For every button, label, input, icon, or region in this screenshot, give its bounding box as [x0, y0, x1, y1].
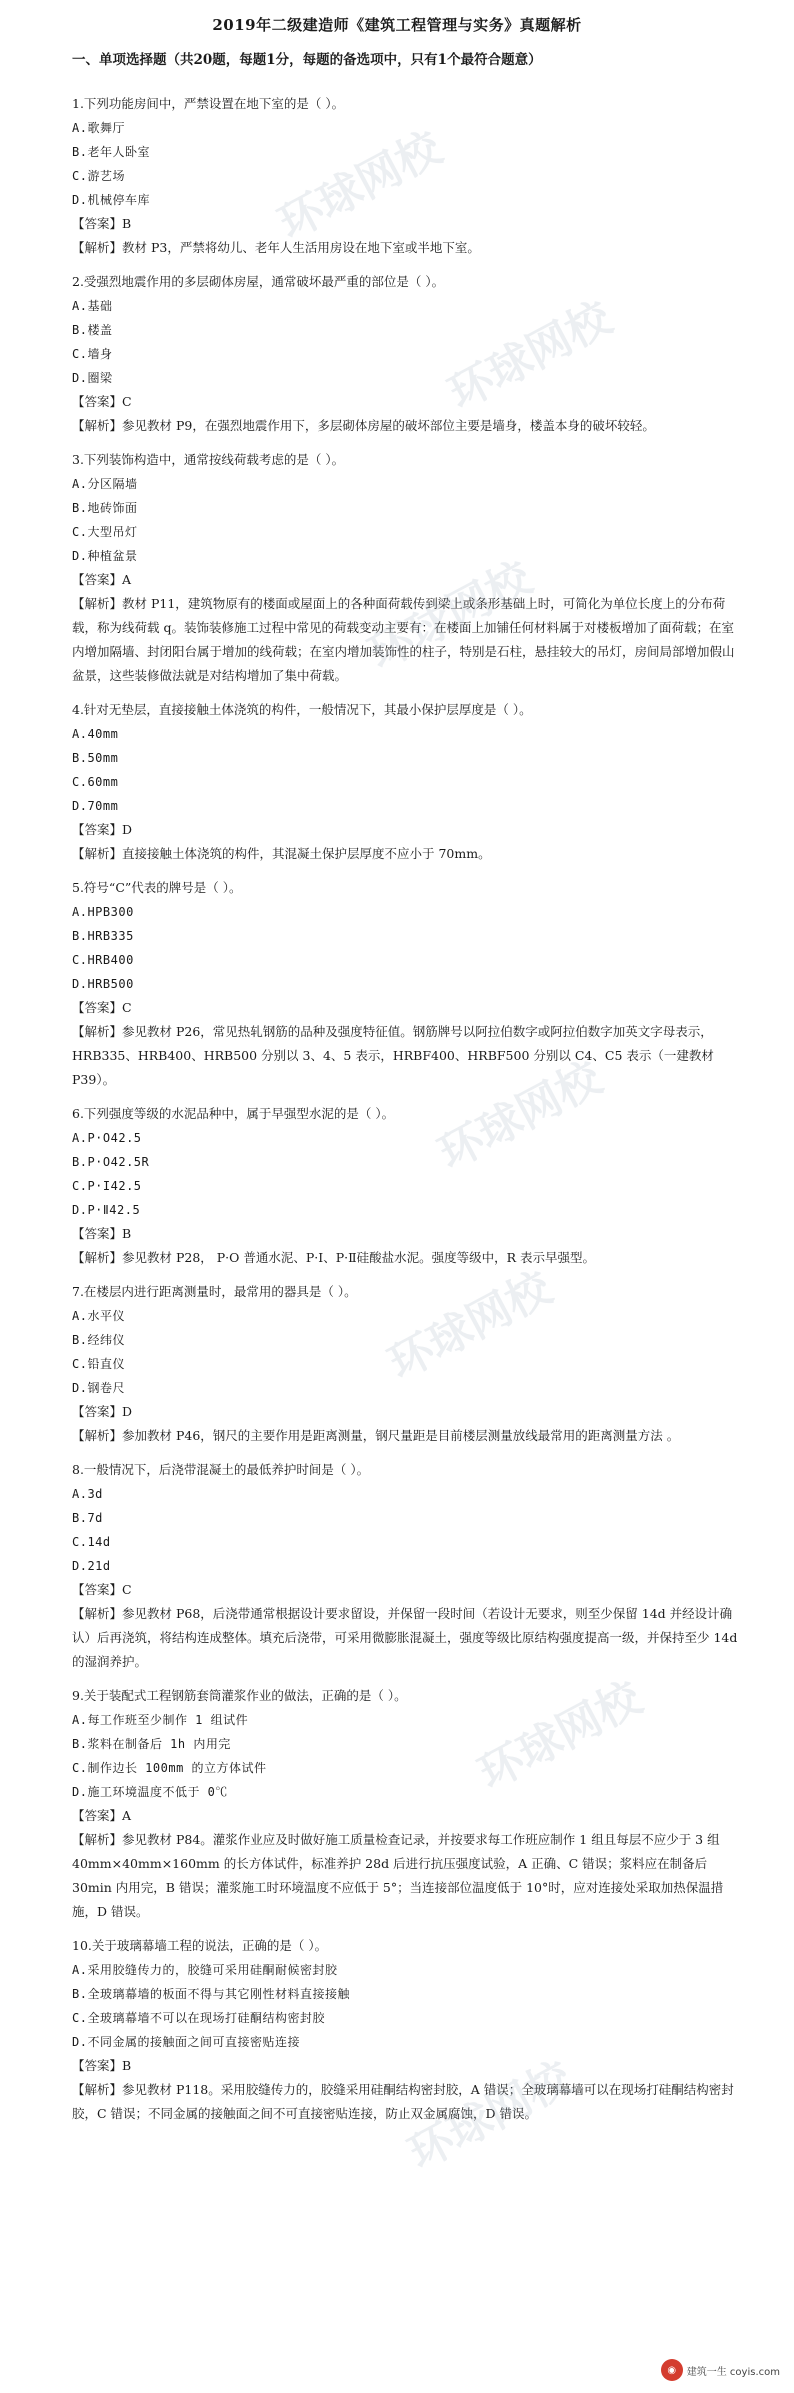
answer-explanation: 【解析】参见教材 P26，常见热轧钢筋的品种及强度特征值。钢筋牌号以阿拉伯数字或阿拉伯数字加英文字母表示，HRB335、HRB400、HRB500 分别以 3、4、5 表示，HRBF400、HRBF500 分别以 C4、C5 表示（一建教材 P39）。 [72, 1024, 714, 1087]
answer-option: A.HPB300 [72, 905, 134, 919]
answer-option: D.HRB500 [72, 977, 134, 991]
question-item [72, 448, 740, 688]
question-stem: 2.受强烈地震作用的多层砌体房屋，通常破坏最严重的部位是（ ）。 [72, 274, 445, 289]
question-list [72, 92, 740, 2136]
question-item [72, 270, 740, 438]
answer-key: 【答案】A [72, 572, 132, 587]
question-stem: 1.下列功能房间中，严禁设置在地下室的是（ ）。 [72, 96, 345, 111]
question-stem: 9.关于装配式工程钢筋套筒灌浆作业的做法，正确的是（ ）。 [72, 1688, 407, 1703]
answer-option: C.铅直仪 [72, 1357, 125, 1371]
answer-explanation: 【解析】参加教材 P46，钢尺的主要作用是距离测量，钢尺量距是目前楼层测量放线最常用的距离测量方法 。 [72, 1428, 680, 1443]
answer-option: D.种植盆景 [72, 549, 138, 563]
question-stem: 7.在楼层内进行距离测量时，最常用的器具是（ ）。 [72, 1284, 357, 1299]
answer-option: C.P·I42.5 [72, 1179, 142, 1193]
logo-text: 建筑一生 coyis.com [686, 2366, 780, 2378]
logo-icon: ◉ [661, 2359, 683, 2381]
question-item [72, 876, 740, 1092]
answer-key: 【答案】A [72, 1808, 132, 1823]
answer-option: B.全玻璃幕墙的板面不得与其它刚性材料直接接触 [72, 1987, 350, 2001]
answer-option: A.歌舞厅 [72, 121, 125, 135]
question-item [72, 1934, 740, 2126]
answer-option: B.经纬仪 [72, 1333, 125, 1347]
answer-option: B.P·O42.5R [72, 1155, 150, 1169]
question-stem: 8.一般情况下，后浇带混凝土的最低养护时间是（ ）。 [72, 1462, 370, 1477]
answer-option: D.P·Ⅱ42.5 [72, 1203, 141, 1217]
answer-option: C.HRB400 [72, 953, 134, 967]
watermark: 环球网校 [440, 292, 620, 420]
answer-option: B.浆料在制备后 1h 内用完 [72, 1737, 231, 1751]
question-stem: 6.下列强度等级的水泥品种中，属于早强型水泥的是（ ）。 [72, 1106, 395, 1121]
answer-option: D.施工环境温度不低于 0℃ [72, 1785, 228, 1799]
answer-explanation: 【解析】教材 P3，严禁将幼儿、老年人生活用房设在地下室或半地下室。 [72, 240, 480, 255]
question-stem: 5.符号“C”代表的牌号是（ ）。 [72, 880, 242, 895]
answer-option: A.水平仪 [72, 1309, 125, 1323]
answer-option: B.老年人卧室 [72, 145, 150, 159]
answer-key: 【答案】D [72, 1404, 133, 1419]
watermark: 环球网校 [400, 2052, 580, 2180]
question-stem: 10.关于玻璃幕墙工程的说法，正确的是（ ）。 [72, 1938, 328, 1953]
answer-option: A.P·O42.5 [72, 1131, 142, 1145]
answer-option: D.钢卷尺 [72, 1381, 125, 1395]
answer-option: C.60mm [72, 775, 119, 789]
answer-key: 【答案】B [72, 2058, 132, 2073]
answer-option: C.全玻璃幕墙不可以在现场打硅酮结构密封胶 [72, 2011, 325, 2025]
watermark: 环球网校 [360, 552, 540, 680]
question-stem: 4.针对无垫层，直接接触土体浇筑的构件，一般情况下，其最小保护层厚度是（ ）。 [72, 702, 532, 717]
watermark: 环球网校 [380, 1262, 560, 1390]
answer-option: A.40mm [72, 727, 119, 741]
answer-key: 【答案】C [72, 394, 132, 409]
answer-option: B.HRB335 [72, 929, 134, 943]
answer-option: A.分区隔墙 [72, 477, 138, 491]
answer-option: B.7d [72, 1511, 103, 1525]
watermark: 环球网校 [430, 1052, 610, 1180]
question-item [72, 1280, 740, 1448]
answer-option: C.游艺场 [72, 169, 125, 183]
answer-option: D.21d [72, 1559, 111, 1573]
answer-option: B.地砖饰面 [72, 501, 138, 515]
answer-option: B.50mm [72, 751, 119, 765]
answer-key: 【答案】C [72, 1582, 132, 1597]
answer-option: A.基础 [72, 299, 113, 313]
answer-explanation: 【解析】教材 P11，建筑物原有的楼面或屋面上的各种面荷载传到梁上或条形基础上时，可简化为单位长度上的分布荷载，称为线荷载 q。装饰装修施工过程中常见的荷载变动主要有：在楼面上加铺任何材料属于对楼板增加了面荷载；在室内增加隔墙、封闭阳台属于增加的线荷载；在室内增加装饰性的柱子，特别是石柱，悬挂较大的吊灯，房间局部增加假山盆景，这些装修做法就是对结构增加了集中荷载。 [72, 596, 735, 683]
question-item [72, 1102, 740, 1270]
answer-option: C.14d [72, 1535, 111, 1549]
answer-explanation: 【解析】参见教材 P68，后浇带通常根据设计要求留设，并保留一段时间（若设计无要求，则至少保留 14d 并经设计确认）后再浇筑，将结构连成整体。填充后浇带，可采用微膨胀混凝土，强度等级比原结构强度提高一级，并保持至少 14d 的湿润养护。 [72, 1606, 738, 1669]
answer-option: D.70mm [72, 799, 119, 813]
question-stem: 3.下列装饰构造中，通常按线荷载考虑的是（ ）。 [72, 452, 345, 467]
answer-explanation: 【解析】参见教材 P28， P·O 普通水泥、P·I、P·Ⅱ硅酸盐水泥。强度等级中，R 表示早强型。 [72, 1250, 595, 1265]
answer-option: D.不同金属的接触面之间可直接密贴连接 [72, 2035, 300, 2049]
question-item [72, 92, 740, 260]
site-logo [661, 2359, 780, 2381]
watermark: 环球网校 [270, 122, 450, 250]
answer-explanation: 【解析】参见教材 P118。采用胶缝传力的，胶缝采用硅酮结构密封胶，A 错误；全玻璃幕墙可以在现场打硅酮结构密封胶，C 错误；不同金属的接触面之间不可直接密贴连接，防止双金属腐蚀，D 错误。 [72, 2082, 734, 2121]
question-item [72, 1684, 740, 1924]
answer-option: C.大型吊灯 [72, 525, 138, 539]
answer-key: 【答案】B [72, 216, 132, 231]
answer-option: C.制作边长 100mm 的立方体试件 [72, 1761, 267, 1775]
answer-option: C.墙身 [72, 347, 113, 361]
answer-key: 【答案】C [72, 1000, 132, 1015]
answer-explanation: 【解析】参见教材 P84。灌浆作业应及时做好施工质量检查记录，并按要求每工作班应制作 1 组且每层不应少于 3 组 40mm×40mm×160mm 的长方体试件，标准养护 28d 后进行抗压强度试验，A 正确、C 错误；浆料应在制备后 30min 内用完，B 错误；灌浆施工时环境温度不应低于 5°；当连接部位温度低于 10°时，应对连接处采取加热保温措施，D 错误。 [72, 1832, 724, 1919]
answer-option: B.楼盖 [72, 323, 113, 337]
answer-key: 【答案】D [72, 822, 133, 837]
answer-option: A.每工作班至少制作 1 组试件 [72, 1713, 249, 1727]
question-item [72, 1458, 740, 1674]
watermark: 环球网校 [470, 1672, 650, 1800]
answer-option: A.采用胶缝传力的，胶缝可采用硅酮耐候密封胶 [72, 1963, 338, 1977]
document-title: 2019年二级建造师《建筑工程管理与实务》真题解析 [212, 16, 582, 34]
question-item [72, 698, 740, 866]
answer-explanation: 【解析】直接接触土体浇筑的构件，其混凝土保护层厚度不应小于 70mm。 [72, 846, 491, 861]
answer-option: D.圈梁 [72, 371, 113, 385]
answer-option: D.机械停车库 [72, 193, 150, 207]
answer-key: 【答案】B [72, 1226, 132, 1241]
answer-explanation: 【解析】参见教材 P9，在强烈地震作用下，多层砌体房屋的破坏部位主要是墙身，楼盖本身的破坏较轻。 [72, 418, 655, 433]
answer-option: A.3d [72, 1487, 103, 1501]
section-heading: 一、单项选择题（共20题，每题1分，每题的备选项中，只有1个最符合题意） [72, 52, 542, 68]
